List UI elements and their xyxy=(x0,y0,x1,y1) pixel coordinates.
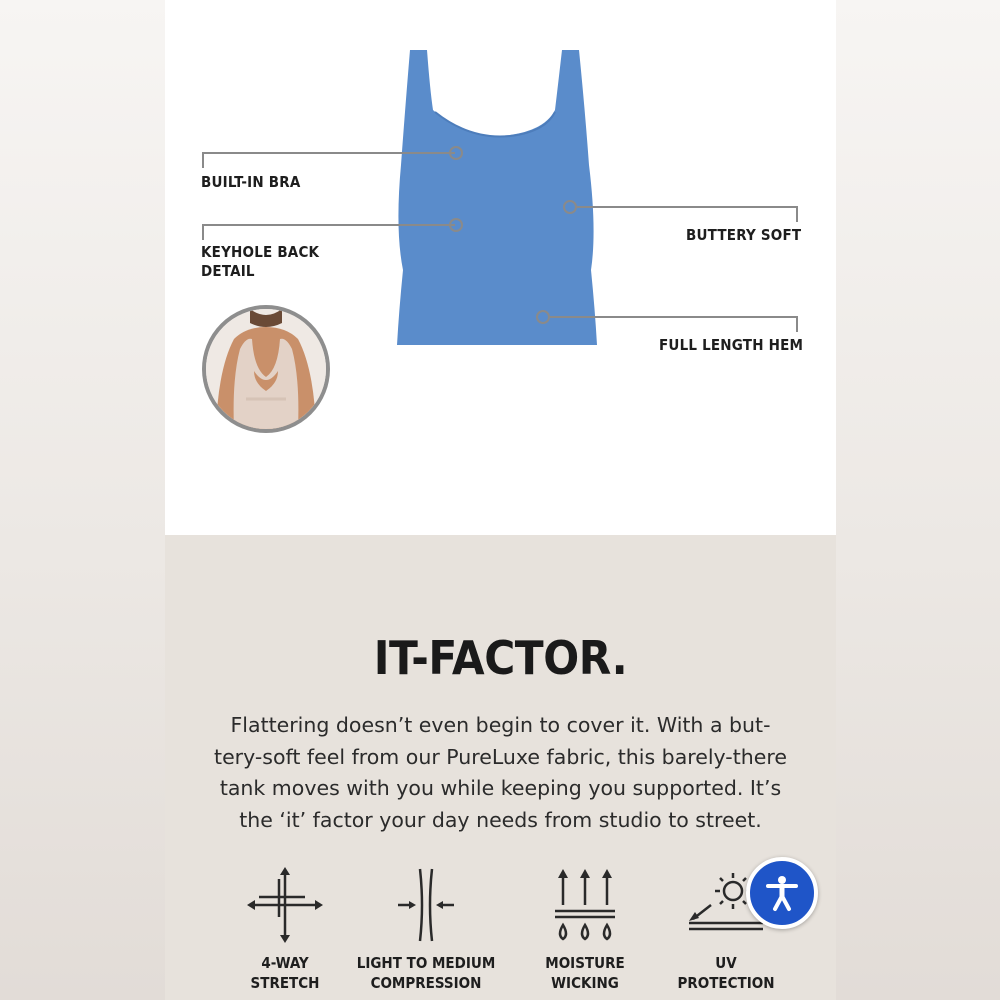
it-factor-section xyxy=(165,535,836,1000)
feature-label: 4-WAY STRETCH xyxy=(250,954,320,992)
description-line: tank moves with you while keeping you supported. It’s xyxy=(219,776,782,800)
moisture-wicking-icon xyxy=(545,865,625,945)
accessibility-button[interactable] xyxy=(746,857,818,929)
feature-label: MOISTURE WICKING xyxy=(545,954,625,992)
feature-label: LIGHT TO MEDIUM COMPRESSION xyxy=(356,954,496,992)
keyhole-back-inset-photo xyxy=(202,305,330,433)
accessibility-icon xyxy=(762,873,802,913)
section-description xyxy=(195,710,806,836)
compression-icon xyxy=(386,865,466,945)
section-headline: IT-FACTOR. xyxy=(373,631,628,685)
right-background xyxy=(836,0,1000,1000)
feature-moisture-wicking xyxy=(510,865,660,993)
feature-label: UV PROTECTION xyxy=(677,954,775,992)
description-line: the ‘it’ factor your day needs from studio to street. xyxy=(239,807,762,832)
buttery-soft-leader xyxy=(576,207,797,222)
description-line: Flattering doesn’t even begin to cover it. With a but- xyxy=(230,713,771,737)
built-in-bra-label: BUILT-IN BRA xyxy=(201,173,301,191)
buttery-soft-label: BUTTERY SOFT xyxy=(686,226,802,244)
product-diagram xyxy=(165,0,836,535)
left-background xyxy=(0,0,165,1000)
description-line: tery-soft feel from our PureLuxe fabric, this barely-there xyxy=(214,744,787,769)
keyhole-back-label: KEYHOLE BACK DETAIL xyxy=(201,243,320,280)
product-panel xyxy=(165,0,836,1000)
feature-compression xyxy=(351,865,501,993)
tank-top-image xyxy=(397,50,597,345)
full-length-hem-label: FULL LENGTH HEM xyxy=(659,336,804,354)
feature-four-way-stretch xyxy=(210,865,360,993)
four-way-stretch-icon xyxy=(245,865,325,945)
